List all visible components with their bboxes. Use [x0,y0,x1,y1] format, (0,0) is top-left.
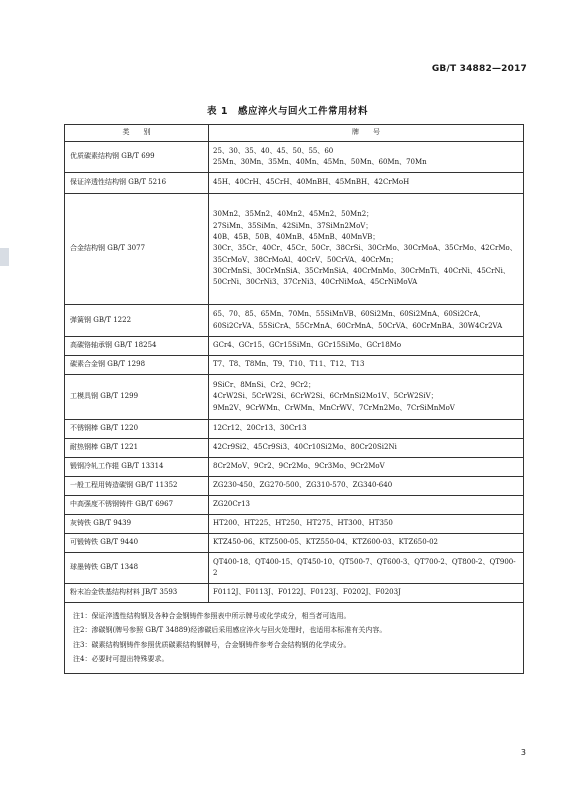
grade-cell [209,439,524,458]
table-row [65,305,524,337]
notes-cell [65,603,524,674]
note-line: 注3：碳素结构钢铸件参照优质碳素结构钢牌号，合金钢铸件参考合金结构钢的化学成分。 [73,640,351,649]
grade-cell [209,534,524,553]
table-row [65,496,524,515]
category-cell: 不锈钢棒 GB/T 1220 [65,420,209,439]
note-line: 注4：必要时可提出特殊要求。 [73,655,169,664]
category-cell: 合金结构钢 GB/T 3077 [65,194,209,305]
category-cell: 粉末冶金铁基结构材料 JB/T 3593 [65,584,209,603]
note-line: 注2：渗碳钢(牌号参照 GB/T 34889)经渗碳后采用感应淬火与回火处理时，也适用本标准有关内容。 [73,626,387,635]
grade-line: 12Cr12、20Cr13、30Cr13 [213,424,307,433]
grade-line: 40B、45B、50B、40MnB、45MnB、40MnVB； [213,233,380,242]
col-header-category: 类 别 [65,125,209,142]
table-row [65,356,524,375]
grade-line: F0112J、F0113J、F0122J、F0123J、F0202J、F0203J [213,588,401,597]
grade-cell [209,515,524,534]
grade-line: T7、T8、T8Mn、T9、T10、T11、T12、T13 [213,360,365,369]
category-cell: 弹簧钢 GB/T 1222 [65,305,209,337]
col-header-grade: 牌 号 [209,125,524,142]
grade-cell [209,375,524,420]
table-row [65,439,524,458]
grade-line: 45H、40CrH、45CrH、40MnBH、45MnBH、42CrMoH [213,178,410,187]
table-row [65,477,524,496]
grade-line: QT400-18、QT400-15、QT450-10、QT500-7、QT600-3、QT700-2、QT800-2、QT900-2 [213,557,516,577]
standard-number: GB/T 34882—2017 [431,64,527,74]
grade-line: 30Cr、35Cr、40Cr、45Cr、50Cr、38CrSi、30CrMo、30CrMoA、35CrMo、42CrMo、35CrMoV、38CrMoAl、40CrV、50CrVA、40CrMn； [213,244,517,264]
grade-line: ZG230-450、ZG270-500、ZG310-570、ZG340-640 [213,481,393,490]
grade-line: 25Mn、30Mn、35Mn、40Mn、45Mn、50Mn、60Mn、70Mn [213,158,427,166]
page-number: 3 [520,748,526,757]
grade-line: 30CrMnSi、30CrMnSiA、35CrMnSiA、40CrMnMo、30CrMnTi、40CrNi、45CrNi、50CrNi、30CrNi3、37CrNi3、40CrNiMoA、45CrNiMoVA [213,266,510,287]
grade-line: 42Cr9Si2、45Cr9Si3、40Cr10Si2Mo、80Cr20Si2Ni [213,443,397,452]
side-tab [0,248,9,266]
grade-cell [209,420,524,439]
grade-cell [209,553,524,584]
category-cell: 碳素合金钢 GB/T 1298 [65,356,209,375]
table-row [65,534,524,553]
grade-line: ZG20Cr13 [213,500,250,509]
grade-line: 8Cr2MoV、9Cr2、9Cr2Mo、9Cr3Mo、9Cr2MoV [213,462,385,471]
category-cell: 中高强度不锈钢铸件 GB/T 6967 [65,496,209,515]
grade-cell [209,173,524,194]
materials-table [64,124,524,674]
note-line: 注1：保证淬透性结构钢及各种合金钢铸件参照表中所示牌号或化学成分，相当者可选用。 [73,612,351,620]
table-title: 表 1 感应淬火与回火工件常用材料 [207,106,368,117]
category-cell: 工模具钢 GB/T 1299 [65,375,209,420]
grade-line: KTZ450-06、KTZ500-05、KTZ550-04、KTZ600-03、KTZ650-02 [213,538,438,547]
category-cell: 高碳铬轴承钢 GB/T 18254 [65,337,209,356]
table-row [65,375,524,420]
table-row [65,584,524,603]
category-cell: 灰铸铁 GB/T 9439 [65,515,209,534]
grade-cell [209,305,524,337]
grade-line: 9SiCr、8MnSi、Cr2、9Cr2； [213,381,316,390]
grade-line: 30Mn2、35Mn2、40Mn2、45Mn2、50Mn2； [213,210,374,219]
table-row [65,142,524,173]
table-row [65,337,524,356]
grade-line: 9Mn2V、9CrWMn、CrWMn、MnCrWV、7CrMn2Mo、7CrSiMnMoV [213,403,455,412]
grade-cell [209,337,524,356]
table-row [65,173,524,194]
grade-cell [209,496,524,515]
table-row [65,194,524,305]
category-cell: 优质碳素结构钢 GB/T 699 [65,142,209,173]
category-cell: 锻钢冷轧工作辊 GB/T 13314 [65,458,209,477]
category-cell: 一般工程用铸造碳钢 GB/T 11352 [65,477,209,496]
table-row [65,420,524,439]
grade-line: 25、30、35、40、45、50、55、60 [213,146,334,155]
table-row [65,553,524,584]
category-cell: 耐热钢棒 GB/T 1221 [65,439,209,458]
table-header-row [65,125,524,142]
grade-cell [209,142,524,173]
grade-line: 4CrW2Si、5CrW2Si、6CrW2Si、6CrMnSi2Mo1V、5CrW2SiV； [213,392,438,401]
grade-line: 27SiMn、35SiMn、42SiMn、37SiMn2MoV； [213,221,373,230]
table-row [65,458,524,477]
grade-line: 65、70、85、65Mn、70Mn、55SiMnVB、60Si2Mn、60Si2MnA、60Si2CrA、60Si2CrVA、55SiCrA、55CrMnA、60CrMnA、50CrVA、60CrMnBA、30W4Cr2VA [213,310,503,330]
grade-cell [209,477,524,496]
notes-row [65,603,524,674]
grade-line: GCr4、GCr15、GCr15SiMn、GCr15SiMo、GCr18Mo [213,341,402,350]
grade-cell [209,194,524,305]
category-cell: 保证淬透性结构钢 GB/T 5216 [65,173,209,194]
grade-line: HT200、HT225、HT250、HT275、HT300、HT350 [213,519,393,528]
category-cell: 球墨铸铁 GB/T 1348 [65,553,209,584]
category-cell: 可锻铸铁 GB/T 9440 [65,534,209,553]
table-row [65,515,524,534]
grade-cell [209,458,524,477]
grade-cell [209,584,524,603]
grade-cell [209,356,524,375]
